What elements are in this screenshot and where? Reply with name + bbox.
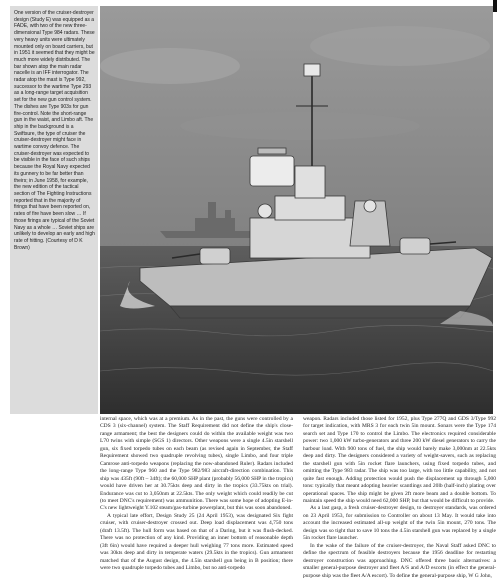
paragraph: internal space, which was at a premium. As in the past, the guns were controlled by a CDS 3 (six-channel) system. The Staff Requirement did not define the ship's close-range armament; the best the designers could do within the available weight was two L70 twins with simple (SGS 1) directors. Other weapons were a single 4.5in starshell gun, six fixed torpedo tubes on each beam (as revised again in September, the Staff Requirement showed two quadruple revolving tubes), single Limbo, and four triple Camrose anti-torpedo weapons (replacing the now-abandoned Ruler). Radars included the long-range Type 960 and the Type 982/983 aircraft-direction combination. This ship was 435ft (90ft – 34ft); the 60,000 SHP plant (probably 56,000 SHP in the tropics) would have driven her at 30.75kts deep and dirty in the tropics (33.75kts on trial). Endurance was cut to 3,050nm at 22.5kts. The only weight which could readily be cut (to meet DNC's requirement) was ammunition. There was some hope of adopting E-in-C's new lightweight Y.102 steam/gas-turbine powerplant, but this was soon abandoned. — [100, 416, 293, 512]
page-edge-mark — [493, 0, 497, 12]
ship-illustration — [100, 6, 493, 414]
text-column-left — [100, 416, 293, 580]
paragraph: In the wake of the failure of the cruiser-destroyer, the Naval Staff asked DNC to define the spectrum of feasible destroyers because the 1956 deadline for restarting destroyer construction was approaching. DNC offered three basic alternatives: a smaller general-purpose destroyer and fleet A/S and A/D escorts (in effect the general-purpose ship was the fleet A/A escort). To define the general-purpose ship, W G John, — [303, 542, 496, 579]
paragraph: A typical late effort, Design Study 25 (24 April 1953), was designated Six fight cruiser, with cruiser-destroyer crossed out. Deep load displacement was 4,750 tons (draft 13.5ft). The hull form was based on that of a Daring, but it was flush-decked. There was no protection of any kind. Providing an inner bottom of reasonable depth (3ft 6in) would have required a deeper hull weighing 77 tons more. Estimated speed was 30kts deep and dirty in temperate waters (29.5kts in the tropics). Gun armament matched that of the August design, the 4.5in starshell gun being in B position; there were two quadruple torpedo tubes and Limbo, but no anti-torpedo — [100, 512, 293, 572]
text-column-right — [303, 416, 496, 580]
paragraph: As a last gasp, a fresh cruiser-destroyer design, to destroyer standards, was ordered on 23 April 1953, for submission to Controller on about 13 May. It would take into account the increased estimated all-up weight of the twin 5in mount, 270 tons. The design was so tight that to save 10 tons the 4.5in starshell gun was replaced by a single 5in rocket flare launcher. — [303, 505, 496, 542]
caption-column — [10, 6, 98, 414]
photo-caption: One version of the cruiser-destroyer design (Study E) was equipped as a FADE, with two of the new three-dimensional Type 984 radars. These very heavy units were ultimately mounted only on board carriers, but in 1951 it seemed that they might be much more widely distributed. The bar shown atop the main radar nacelle is an IFF interrogator. The radar atop the mast is Type 992, successor to the wartime Type 293 as a long-range target acquisition set for the new gun control system. The dishes are Type 903s for gun fire-control. Note the short-range gun in the waist, and Limbo aft. The ship in the background is a Swiftsure, the type of cruiser the cruiser-destroyer might face in wartime convoy defence. The cruiser-destroyer was expected to be visible in the face of such ships because the Royal Navy expected its gunnery to be far better than theirs; in June 1958, for example, the new edition of the tactical section of The Fighting Instructions reported that in the majority of firings that have been reported on, rates of fire have been slow … If those firings are typical of the Soviet Navy as a whole … Soviet ships are unlikely to develop an early and high rate of hitting. (Courtesy of D K Brown) — [14, 10, 95, 251]
paragraph: weapon. Radars included those listed for 1952, plus Type 277Q and GDS 3/Type 992 for target indication, with MRS 3 for each twin 5in mount. Sonars were the Type 174 search set and Type 170 to control the Limbo. The electronics required considerable power: two 1,000 kW turbo-generators and three 200 kW diesel generators to carry the harbour load. With 900 tons of fuel, the ship would barely make 3,000nm at 22.5kts deep and dirty. The designers considered a variety of weight-savers, such as replacing the starshell gun with 5in rocket flare launchers, using fixed torpedo tubes, and omitting the Type 983 radar. The ship was too large, with too little capability, and not quite fast enough. Adding protection would push the displacement up through 5,000 tons: typically that meant adopting heavier scantlings and 20lb (half-inch) plating over operational spaces. The ship might be given 2ft more beam and a double bottom. To maintain speed the ship would need 62,000 SHP, but that would be difficult to provide. — [303, 416, 496, 504]
ship-photograph — [100, 6, 493, 414]
